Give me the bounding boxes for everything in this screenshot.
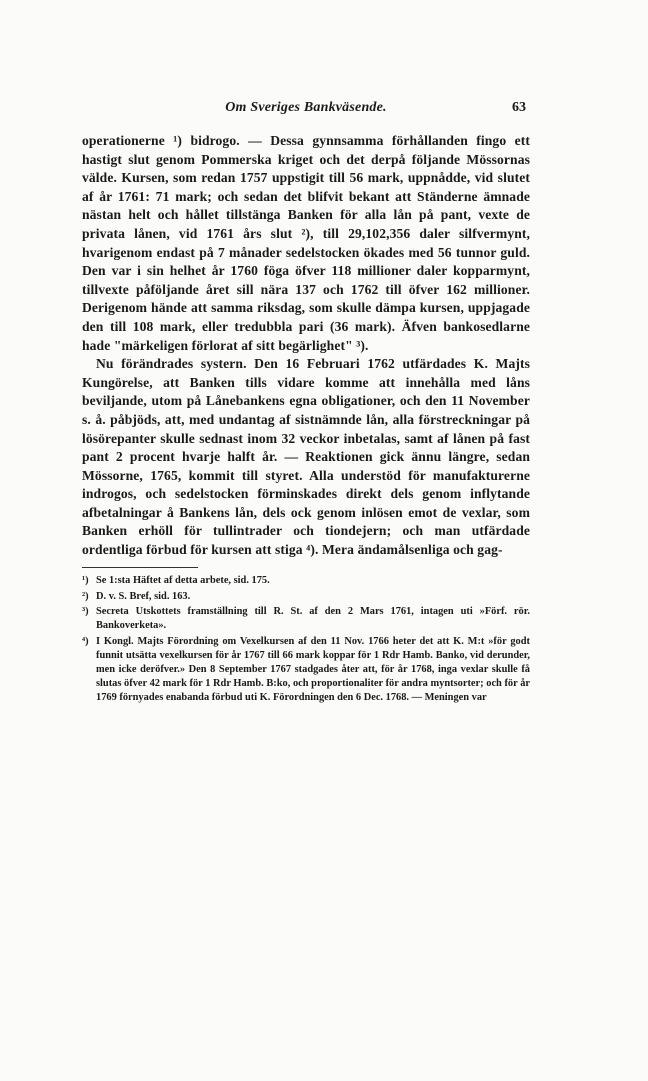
- running-header: [82, 100, 530, 122]
- footnote: [82, 605, 530, 633]
- body-text: [82, 132, 530, 560]
- footnote-text: Secreta Utskottets framställning till R. St. af den 2 Mars 1761, intagen uti »Förf. rör. Bankoverketa».: [96, 606, 530, 632]
- footnote-text: D. v. S. Bref, sid. 163.: [96, 590, 191, 602]
- footnote-divider: [82, 567, 198, 568]
- footnote-mark: ⁴): [82, 636, 89, 648]
- footnote: [82, 635, 530, 705]
- footnote-mark: ³): [82, 606, 89, 618]
- footnote-mark: ²): [82, 590, 89, 602]
- footnote: [82, 590, 530, 604]
- footnotes: [82, 574, 530, 705]
- footnote-text: Se 1:sta Häftet af detta arbete, sid. 175.: [96, 574, 270, 586]
- footnote-mark: ¹): [82, 574, 89, 586]
- book-page: [82, 100, 530, 707]
- footnote-text: I Kongl. Majts Förordning om Vexelkursen af den 11 Nov. 1766 heter det att K. M:t »för godt funnit utsätta vexelkursen för år 1767 till 66 mark koppar för 1 Rdr Hamb. Banko, vid derunder, men icke deröfver.» Den 8 September 1767 stadgades åter att, för år 1768, inga vexlar skulle få slutas öfver 42 mark för 1 Rdr Hamb. B:ko, och proportionaliter för andra myntsorter; och för år 1769 förnyades enabanda förbud uti K. Förordningen den 6 Dec. 1768. — Meningen var: [96, 636, 530, 703]
- running-title: Om Sveriges Bankväsende.: [225, 100, 387, 115]
- paragraph: Nu förändrades systern. Den 16 Februari 1762 utfärdades K. Majts Kungörelse, att Banken tills vidare komme att innehålla med låns beviljande, utom på Lånebankens egna obligationer, och den 11 November s. å. påbjöds, att, med undantag af sistnämnde lån, alla förstreckningar på lösörepanter skulle sednast inom 32 veckor inbetalas, samt af lånen på fast pant 2 procent hvarje halft år. — Reaktionen gick ännu längre, sedan Mössorne, 1765, kommit till styret. Alla understöd för manufakturerne indrogos, och sedelstocken förminskades direkt dels genom inflytande afbetalningar å Bankens lån, dels ock genom inlösen emot de vexlar, som Banken erhöll för tullintrader och tiondejern; och man utfärdade ordentliga förbud för kursen att stiga ⁴). Mera ändamålsenliga och gag-: [82, 356, 530, 558]
- paragraph: operationerne ¹) bidrogo. — Dessa gynnsamma förhållanden fingo ett hastigt slut genom Pommerska kriget och det derpå följande Mössornas välde. Kursen, som redan 1757 uppstigit till 56 mark, uppnådde, vid slutet af år 1761: 71 mark; och sedan det blifvit bekant att Ständerne ämnade nästan helt och hållet tillstänga Banken för alla lån på pant, vexte de privata lånen, vid 1761 års slut ²), till 29,102,356 daler silfvermynt, hvarigenom endast på 7 månader sedelstocken ökades med 56 tunnor guld. Den var i sin helhet år 1760 föga öfver 118 millioner daler kopparmynt, tillvexte påföljande året sill nära 137 och 1762 till öfver 162 millioner. Derigenom hände att samma riksdag, som skulle dämpa kursen, uppjagade den till 108 mark, eller tredubbla pari (36 mark). Äfven bankosedlarne hade "märkeligen förlorat af sitt begärlighet" ³).: [82, 133, 530, 353]
- page-number: 63: [512, 100, 526, 115]
- footnote: [82, 574, 530, 588]
